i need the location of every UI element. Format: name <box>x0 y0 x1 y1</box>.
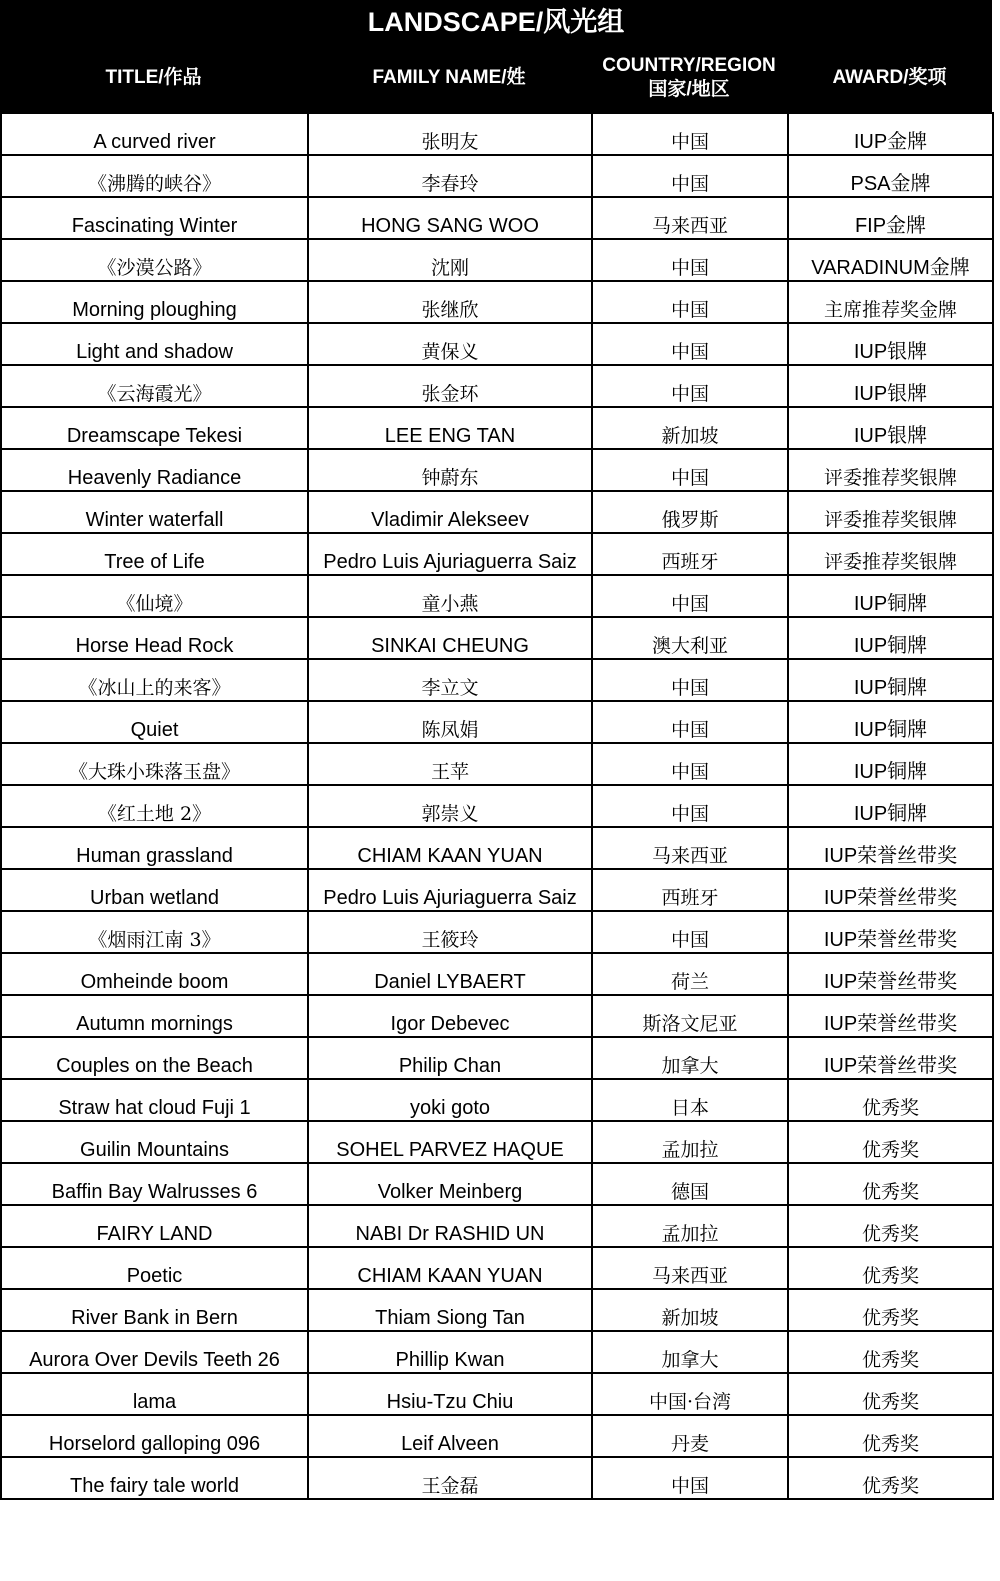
cell-title: Tree of Life <box>1 533 308 575</box>
cell-award: IUP铜牌 <box>788 659 993 701</box>
cell-country: 斯洛文尼亚 <box>592 995 788 1037</box>
table-row <box>1 239 993 281</box>
table-row <box>1 1247 993 1289</box>
cell-family-name: Igor Debevec <box>308 995 592 1037</box>
cell-title: Quiet <box>1 701 308 743</box>
cell-award: IUP荣誉丝带奖 <box>788 1037 993 1079</box>
cell-award: 优秀奖 <box>788 1457 993 1499</box>
cell-award: PSA金牌 <box>788 155 993 197</box>
cell-award: IUP铜牌 <box>788 575 993 617</box>
cell-award: IUP金牌 <box>788 113 993 155</box>
cell-award: 优秀奖 <box>788 1121 993 1163</box>
table-row <box>1 1079 993 1121</box>
table-row <box>1 1415 993 1457</box>
cell-award: 优秀奖 <box>788 1205 993 1247</box>
cell-title: The fairy tale world <box>1 1457 308 1499</box>
cell-title: Omheinde boom <box>1 953 308 995</box>
table-row <box>1 743 993 785</box>
table-row <box>1 155 993 197</box>
table-row <box>1 1457 993 1499</box>
cell-title: Urban wetland <box>1 869 308 911</box>
cell-award: FIP金牌 <box>788 197 993 239</box>
table-row <box>1 953 993 995</box>
cell-country: 日本 <box>592 1079 788 1121</box>
cell-family-name: 王苹 <box>308 743 592 785</box>
cell-family-name: 郭崇义 <box>308 785 592 827</box>
cell-country: 西班牙 <box>592 869 788 911</box>
cell-award: IUP荣誉丝带奖 <box>788 995 993 1037</box>
table-row <box>1 365 993 407</box>
cell-country: 中国 <box>592 785 788 827</box>
cell-title: lama <box>1 1373 308 1415</box>
cell-title: Horselord galloping 096 <box>1 1415 308 1457</box>
cell-family-name: 张金环 <box>308 365 592 407</box>
cell-award: IUP铜牌 <box>788 617 993 659</box>
column-header-title: TITLE/作品 <box>105 67 202 88</box>
cell-title: 《沙漠公路》 <box>1 239 308 281</box>
table-row <box>1 1163 993 1205</box>
cell-country: 荷兰 <box>592 953 788 995</box>
cell-award: IUP银牌 <box>788 407 993 449</box>
cell-award: 优秀奖 <box>788 1163 993 1205</box>
cell-family-name: NABI Dr RASHID UN <box>308 1205 592 1247</box>
cell-family-name: 陈凤娟 <box>308 701 592 743</box>
cell-country: 西班牙 <box>592 533 788 575</box>
cell-country: 中国 <box>592 911 788 953</box>
table-row <box>1 785 993 827</box>
cell-title: 《大珠小珠落玉盘》 <box>1 743 308 785</box>
table-row <box>1 1121 993 1163</box>
cell-country: 中国 <box>592 323 788 365</box>
page-title: LANDSCAPE/风光组 <box>367 7 625 37</box>
cell-award: IUP荣誉丝带奖 <box>788 869 993 911</box>
cell-title: Winter waterfall <box>1 491 308 533</box>
cell-title: Autumn mornings <box>1 995 308 1037</box>
cell-family-name: 李立文 <box>308 659 592 701</box>
cell-family-name: Philip Chan <box>308 1037 592 1079</box>
cell-family-name: CHIAM KAAN YUAN <box>308 827 592 869</box>
cell-country: 俄罗斯 <box>592 491 788 533</box>
column-header-family-name: FAMILY NAME/姓 <box>372 67 526 88</box>
results-table <box>0 112 994 1500</box>
cell-country: 孟加拉 <box>592 1121 788 1163</box>
cell-award: IUP铜牌 <box>788 785 993 827</box>
table-row <box>1 659 993 701</box>
cell-award: 优秀奖 <box>788 1415 993 1457</box>
cell-family-name: Vladimir Alekseev <box>308 491 592 533</box>
cell-title: 《沸腾的峡谷》 <box>1 155 308 197</box>
cell-title: Aurora Over Devils Teeth 26 <box>1 1331 308 1373</box>
cell-country: 中国·台湾 <box>592 1373 788 1415</box>
cell-country: 中国 <box>592 701 788 743</box>
cell-family-name: Phillip Kwan <box>308 1331 592 1373</box>
cell-family-name: 王筱玲 <box>308 911 592 953</box>
table-row <box>1 407 993 449</box>
cell-award: 优秀奖 <box>788 1079 993 1121</box>
cell-award: 优秀奖 <box>788 1289 993 1331</box>
cell-family-name: 李春玲 <box>308 155 592 197</box>
cell-family-name: CHIAM KAAN YUAN <box>308 1247 592 1289</box>
cell-country: 中国 <box>592 575 788 617</box>
cell-award: IUP铜牌 <box>788 701 993 743</box>
cell-family-name: Thiam Siong Tan <box>308 1289 592 1331</box>
cell-title: FAIRY LAND <box>1 1205 308 1247</box>
cell-title: Heavenly Radiance <box>1 449 308 491</box>
cell-title: Horse Head Rock <box>1 617 308 659</box>
table-row <box>1 827 993 869</box>
cell-family-name: 黄保义 <box>308 323 592 365</box>
cell-title: Morning ploughing <box>1 281 308 323</box>
cell-family-name: yoki goto <box>308 1079 592 1121</box>
cell-title: 《烟雨江南 3》 <box>1 911 308 953</box>
cell-award: 优秀奖 <box>788 1373 993 1415</box>
table-row <box>1 1205 993 1247</box>
cell-country: 中国 <box>592 239 788 281</box>
cell-title: 《仙境》 <box>1 575 308 617</box>
cell-award: IUP荣誉丝带奖 <box>788 953 993 995</box>
cell-family-name: SOHEL PARVEZ HAQUE <box>308 1121 592 1163</box>
cell-family-name: 钟蔚东 <box>308 449 592 491</box>
cell-country: 中国 <box>592 155 788 197</box>
cell-title: Couples on the Beach <box>1 1037 308 1079</box>
cell-country: 新加坡 <box>592 407 788 449</box>
cell-country: 中国 <box>592 1457 788 1499</box>
cell-country: 孟加拉 <box>592 1205 788 1247</box>
table-row <box>1 281 993 323</box>
column-header-country-en: COUNTRY/REGION <box>602 55 776 76</box>
cell-country: 加拿大 <box>592 1037 788 1079</box>
column-header-award: AWARD/奖项 <box>832 67 947 88</box>
cell-title: River Bank in Bern <box>1 1289 308 1331</box>
cell-award: IUP银牌 <box>788 365 993 407</box>
cell-country: 中国 <box>592 743 788 785</box>
column-headers <box>0 44 992 112</box>
table-row <box>1 1037 993 1079</box>
cell-award: 优秀奖 <box>788 1331 993 1373</box>
cell-award: 评委推荐奖银牌 <box>788 491 993 533</box>
cell-title: 《云海霞光》 <box>1 365 308 407</box>
cell-family-name: Pedro Luis Ajuriaguerra Saiz <box>308 533 592 575</box>
cell-award: IUP铜牌 <box>788 743 993 785</box>
table-row <box>1 533 993 575</box>
table-row <box>1 911 993 953</box>
table-row <box>1 995 993 1037</box>
cell-title: 《红土地 2》 <box>1 785 308 827</box>
cell-award: IUP荣誉丝带奖 <box>788 911 993 953</box>
cell-title: Baffin Bay Walrusses 6 <box>1 1163 308 1205</box>
cell-title: Guilin Mountains <box>1 1121 308 1163</box>
cell-title: Fascinating Winter <box>1 197 308 239</box>
table-row <box>1 701 993 743</box>
cell-title: Light and shadow <box>1 323 308 365</box>
cell-country: 新加坡 <box>592 1289 788 1331</box>
cell-family-name: 王金磊 <box>308 1457 592 1499</box>
cell-country: 加拿大 <box>592 1331 788 1373</box>
cell-award: VARADINUM金牌 <box>788 239 993 281</box>
cell-country: 马来西亚 <box>592 197 788 239</box>
cell-family-name: Daniel LYBAERT <box>308 953 592 995</box>
cell-family-name: LEE ENG TAN <box>308 407 592 449</box>
column-header-country-cn: 国家/地区 <box>648 79 730 100</box>
cell-title: Human grassland <box>1 827 308 869</box>
cell-award: IUP荣誉丝带奖 <box>788 827 993 869</box>
table-row <box>1 1373 993 1415</box>
table-row <box>1 869 993 911</box>
table-row <box>1 323 993 365</box>
cell-family-name: 张明友 <box>308 113 592 155</box>
cell-country: 德国 <box>592 1163 788 1205</box>
cell-country: 马来西亚 <box>592 1247 788 1289</box>
cell-title: 《冰山上的来客》 <box>1 659 308 701</box>
cell-award: 优秀奖 <box>788 1247 993 1289</box>
cell-family-name: Pedro Luis Ajuriaguerra Saiz <box>308 869 592 911</box>
cell-family-name: Volker Meinberg <box>308 1163 592 1205</box>
table-row <box>1 1289 993 1331</box>
cell-country: 澳大利亚 <box>592 617 788 659</box>
cell-family-name: 张继欣 <box>308 281 592 323</box>
table-row <box>1 197 993 239</box>
table-row <box>1 617 993 659</box>
cell-award: 评委推荐奖银牌 <box>788 449 993 491</box>
cell-country: 马来西亚 <box>592 827 788 869</box>
table-row <box>1 113 993 155</box>
cell-country: 中国 <box>592 113 788 155</box>
cell-title: Dreamscape Tekesi <box>1 407 308 449</box>
table-header <box>0 0 992 112</box>
cell-family-name: 童小燕 <box>308 575 592 617</box>
cell-title: Straw hat cloud Fuji 1 <box>1 1079 308 1121</box>
table-row <box>1 1331 993 1373</box>
cell-family-name: Hsiu-Tzu Chiu <box>308 1373 592 1415</box>
cell-country: 中国 <box>592 281 788 323</box>
cell-country: 中国 <box>592 659 788 701</box>
cell-title: Poetic <box>1 1247 308 1289</box>
cell-country: 丹麦 <box>592 1415 788 1457</box>
table-row <box>1 449 993 491</box>
cell-family-name: 沈刚 <box>308 239 592 281</box>
cell-award: 评委推荐奖银牌 <box>788 533 993 575</box>
cell-family-name: SINKAI CHEUNG <box>308 617 592 659</box>
cell-award: IUP银牌 <box>788 323 993 365</box>
cell-country: 中国 <box>592 365 788 407</box>
column-header-country <box>591 44 787 112</box>
cell-title: A curved river <box>1 113 308 155</box>
table-row <box>1 575 993 617</box>
cell-award: 主席推荐奖金牌 <box>788 281 993 323</box>
cell-family-name: HONG SANG WOO <box>308 197 592 239</box>
cell-country: 中国 <box>592 449 788 491</box>
cell-family-name: Leif Alveen <box>308 1415 592 1457</box>
table-row <box>1 491 993 533</box>
